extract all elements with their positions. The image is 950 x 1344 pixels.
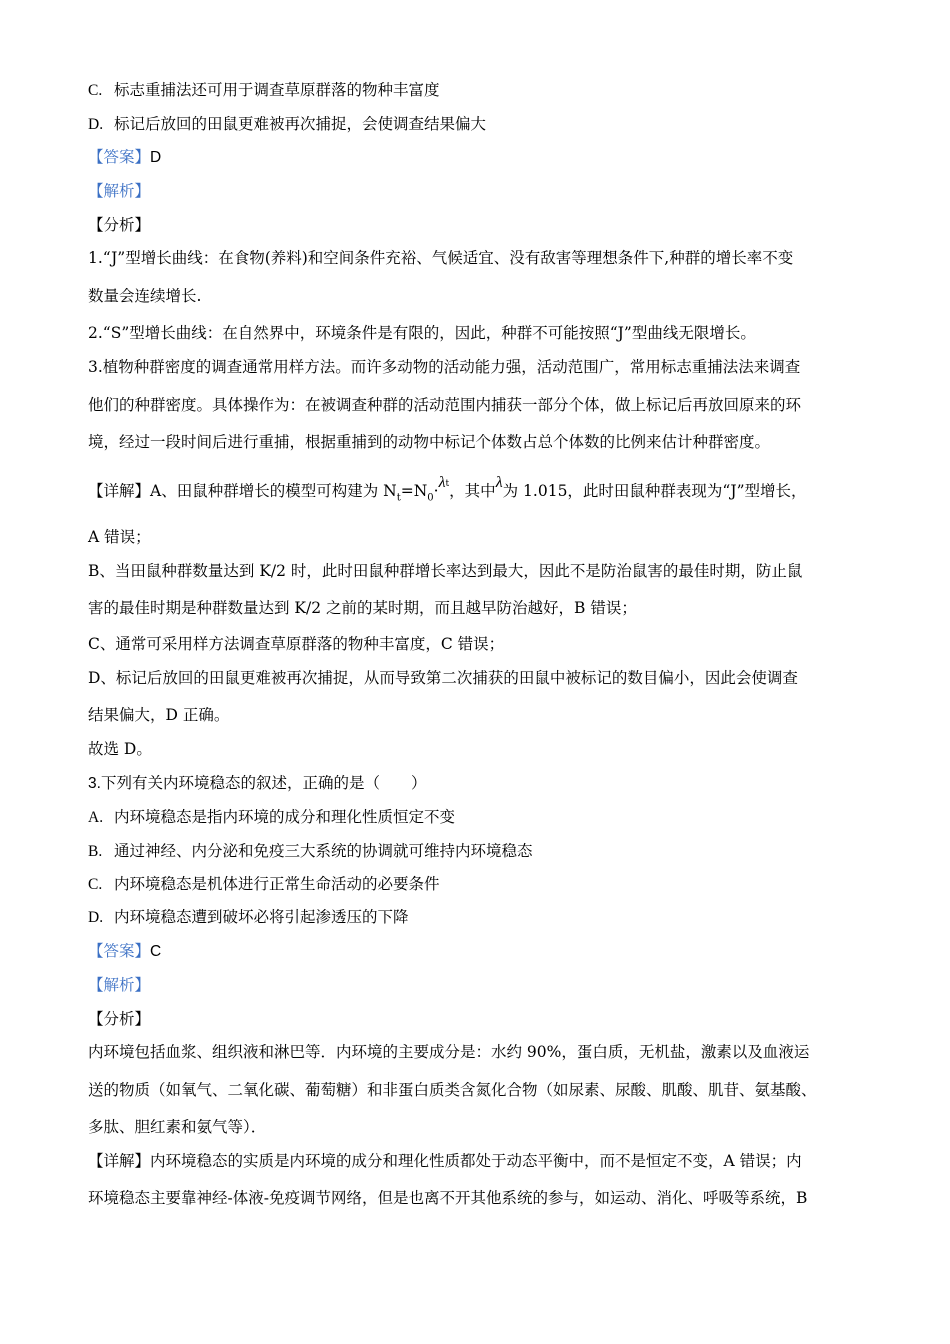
- q2-answer: [88, 146, 161, 169]
- detail-tag: 【详解】: [88, 1152, 151, 1170]
- answer-value: C: [150, 943, 162, 960]
- detail-text: A、田鼠种群增长的模型可构建为 N: [150, 482, 397, 501]
- q3-fenxi-line: 送的物质（如氧气、二氧化碳、葡萄糖）和非蛋白质类含氮化合物（如尿素、尿酸、肌酸、肌苷、氨基酸、: [88, 1081, 817, 1099]
- option-text: 内环境稳态是指内环境的成分和理化性质恒定不变: [114, 808, 456, 826]
- option-text: 标志重捕法还可用于调查草原群落的物种丰富度: [114, 81, 440, 99]
- q2-fenxi-line: 他们的种群密度。具体操作为：在被调查种群的活动范围内捕获一部分个体，做上标记后再放回原来的环: [88, 396, 802, 414]
- option-label: D.: [88, 909, 104, 926]
- answer-value: D: [150, 149, 162, 166]
- option-label: C.: [88, 82, 103, 99]
- q2-option-d: [88, 113, 486, 136]
- option-label: D.: [88, 116, 104, 133]
- q3-option-d: [88, 906, 409, 929]
- q3-option-c: [88, 873, 440, 896]
- q3-detail-line: [88, 1150, 802, 1172]
- subscript: t: [396, 492, 401, 504]
- q2-option-c: [88, 79, 440, 102]
- answer-tag: 【答案】: [88, 148, 151, 166]
- option-label: C.: [88, 876, 103, 893]
- option-text: 通过神经、内分泌和免疫三大系统的协调就可维持内环境稳态: [114, 842, 533, 860]
- q2-detail-line: 结果偏大，D 正确。: [88, 706, 230, 724]
- q2-detail-line: A 错误；: [88, 528, 151, 546]
- q2-analysis-tag: 【解析】: [88, 182, 151, 200]
- subscript: 0: [427, 492, 434, 504]
- q2-detail-line: 害的最佳时期是种群数量达到 K/2 之前的某时期，而且越早防治越好，B 错误；: [88, 599, 637, 617]
- question-number: 3.: [88, 775, 101, 792]
- q3-fenxi-line: 多肽、胆红素和氨气等）．: [88, 1118, 267, 1136]
- option-text: 内环境稳态遭到破坏必将引起渗透压的下降: [114, 908, 409, 926]
- question-text: 下列有关内环境稳态的叙述，正确的是（ ）: [100, 774, 427, 792]
- detail-text: ·: [433, 482, 439, 501]
- q2-fenxi-tag: 【分析】: [88, 216, 151, 234]
- option-label: A.: [88, 809, 104, 826]
- q3-analysis-tag: 【解析】: [88, 976, 151, 994]
- q3-fenxi-line: 内环境包括血浆、组织液和淋巴等．内环境的主要成分是：水约 90%，蛋白质，无机盐，激素以及血液运: [88, 1043, 810, 1061]
- q2-detail-line: 故选 D。: [88, 740, 152, 758]
- option-text: 内环境稳态是机体进行正常生命活动的必要条件: [114, 875, 440, 893]
- superscript: t: [445, 479, 450, 489]
- detail-tag: 【详解】: [88, 482, 151, 501]
- option-label: B.: [88, 843, 103, 860]
- q2-fenxi-line: 3.植物种群密度的调查通常用样方法。而许多动物的活动能力强，活动范围广，常用标志重捕法法来调查: [88, 358, 801, 376]
- q2-fenxi-line: 2.“S”型增长曲线：在自然界中，环境条件是有限的，因此，种群不可能按照“J”型曲线无限增长。: [88, 324, 756, 342]
- lambda-symbol: λ: [438, 474, 446, 492]
- q3-stem: [88, 772, 426, 795]
- q2-detail-line: D、标记后放回的田鼠更难被再次捕捉，从而导致第二次捕获的田鼠中被标记的数目偏小，因此会使调查: [88, 669, 798, 687]
- q3-answer: [88, 940, 161, 963]
- detail-text: =N: [400, 482, 428, 501]
- q2-detail-line: [88, 474, 807, 509]
- q3-detail-line: 环境稳态主要靠神经-体液-免疫调节网络，但是也离不开其他系统的参与，如运动、消化、呼吸等系统，B: [88, 1189, 808, 1207]
- q3-option-b: [88, 840, 533, 863]
- detail-text: 为 1.015，此时田鼠种群表现为“J”型增长，: [502, 482, 807, 501]
- q2-detail-line: B、当田鼠种群数量达到 K/2 时，此时田鼠种群增长率达到最大，因此不是防治鼠害的最佳时期，防止鼠: [88, 562, 803, 580]
- lambda-symbol: λ: [495, 474, 503, 492]
- q2-fenxi-line: 数量会连续增长.: [88, 287, 202, 305]
- detail-text: 内环境稳态的实质是内环境的成分和理化性质都处于动态平衡中，而不是恒定不变，A 错误；内: [150, 1152, 802, 1170]
- q2-fenxi-line: 境，经过一段时间后进行重捕，根据重捕到的动物中标记个体数占总个体数的比例来估计种群密度。: [88, 433, 771, 451]
- q2-fenxi-line: 1.“J”型增长曲线：在食物(养料)和空间条件充裕、气候适宜、没有敌害等理想条件下,种群的增长率不变: [88, 249, 794, 267]
- q2-detail-line: C、通常可采用样方法调查草原群落的物种丰富度，C 错误；: [88, 635, 505, 653]
- detail-text: ，其中: [449, 482, 496, 501]
- option-text: 标记后放回的田鼠更难被再次捕捉，会使调查结果偏大: [114, 115, 487, 133]
- q3-option-a: [88, 806, 455, 829]
- q3-fenxi-tag: 【分析】: [88, 1010, 151, 1028]
- answer-tag: 【答案】: [88, 942, 151, 960]
